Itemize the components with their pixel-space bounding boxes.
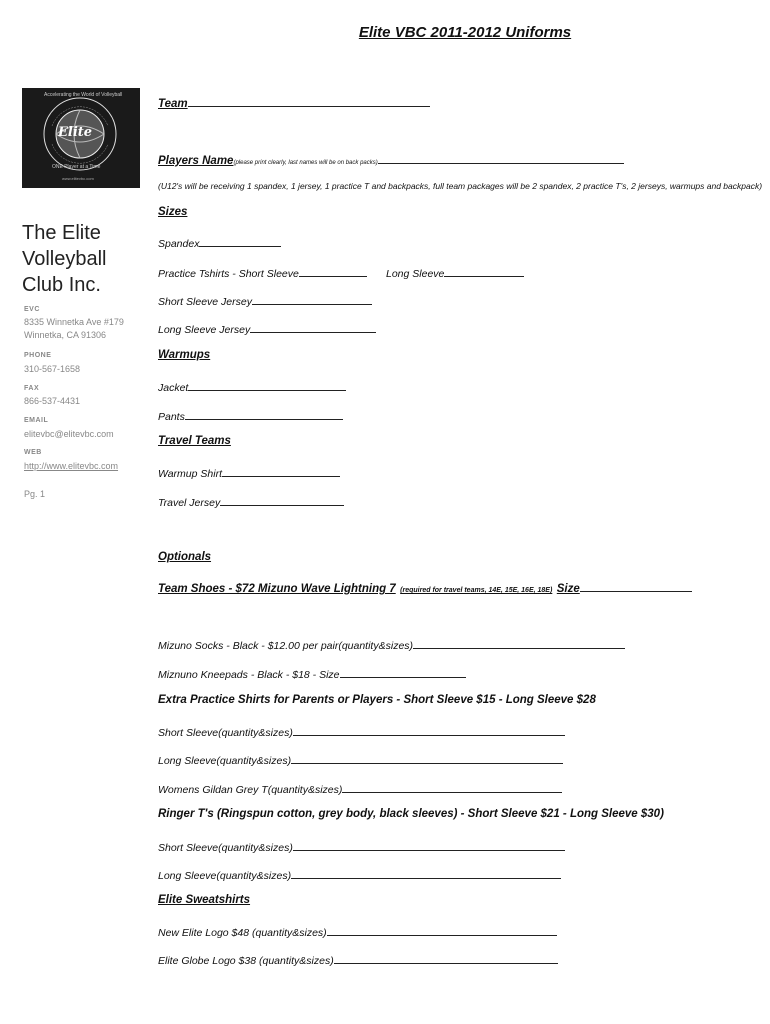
long-jersey-label: Long Sleeve Jersey (158, 324, 251, 336)
email-label: EMAIL (24, 417, 49, 424)
team-field[interactable] (188, 96, 430, 107)
mizuno-socks-field[interactable] (413, 638, 625, 649)
ringer-short-field[interactable] (293, 840, 565, 851)
address-line-1: 8335 Winnetka Ave #179 (24, 317, 124, 327)
practice-short-field[interactable] (299, 266, 367, 277)
globe-logo-row (158, 951, 558, 969)
players-name-label: Players Name (158, 155, 234, 167)
team-shoes-size-field[interactable] (580, 581, 692, 592)
spandex-row (158, 234, 281, 252)
ep-long-field[interactable] (291, 753, 563, 764)
logo-wordmark: Elite (58, 125, 93, 140)
jacket-row (158, 378, 346, 396)
ringer-long-field[interactable] (291, 868, 561, 879)
page-number: Pg. 1 (24, 489, 46, 499)
new-logo-row (158, 923, 557, 941)
travel-jersey-field[interactable] (220, 495, 344, 506)
pants-field[interactable] (185, 409, 343, 420)
address-line-2: Winnetka, CA 91306 (24, 330, 107, 340)
ringer-short-label: Short Sleeve(quantity&sizes) (158, 842, 293, 854)
warmup-shirt-field[interactable] (222, 466, 340, 477)
logo-arc-top: Accelerating the World of Volleyball (44, 92, 123, 98)
travel-jersey-label: Travel Jersey (158, 497, 221, 509)
players-name-row (158, 151, 624, 169)
jacket-field[interactable] (188, 380, 346, 391)
ep-short-label: Short Sleeve(quantity&sizes) (158, 727, 293, 739)
logo-arc-bottom: ONE Player at a Time (52, 164, 101, 170)
fax-number: 866-537-4431 (24, 396, 81, 406)
practice-long-row (386, 264, 524, 282)
phone-number: 310-567-1658 (24, 364, 81, 374)
ep-long-label: Long Sleeve(quantity&sizes) (158, 755, 292, 767)
team-shoes-note: (required for travel teams, 14E, 15E, 16E, 18E) (400, 587, 553, 594)
evc-label: EVC (24, 306, 40, 313)
pants-row (158, 407, 343, 425)
mizuno-socks-label: Mizuno Socks - Black - $12.00 per pair(quantity&sizes) (158, 640, 414, 652)
email-address: elitevbc@elitevbc.com (24, 429, 114, 439)
practice-short-label: Practice Tshirts - Short Sleeve (158, 268, 299, 280)
ep-short-row (158, 723, 565, 741)
travel-jersey-row (158, 493, 344, 511)
u12-note: (U12's will be receiving 1 spandex, 1 jersey, 1 practice T and backpacks, full team packages will be 2 spandex, 2 practice T's, 2 jerseys, warmups and backpack) (158, 181, 763, 191)
logo-url: www.elitevbc.com (62, 176, 94, 181)
team-shoes-row (158, 579, 692, 597)
warmup-shirt-label: Warmup Shirt (158, 468, 222, 480)
warmups-heading: Warmups (158, 349, 211, 361)
elite-logo (22, 88, 140, 188)
practice-shirts-row (158, 264, 367, 282)
team-shoes-label: Team Shoes - $72 Mizuno Wave Lightning 7 (158, 583, 396, 595)
long-jersey-field[interactable] (250, 322, 376, 333)
fax-label: FAX (24, 385, 40, 392)
ringer-long-row (158, 866, 561, 884)
page-title: Elite VBC 2011-2012 Uniforms (358, 24, 572, 41)
practice-long-label: Long Sleeve (386, 268, 445, 280)
short-jersey-field[interactable] (252, 294, 372, 305)
ep-womens-label: Womens Gildan Grey T(quantity&sizes) (158, 784, 343, 796)
long-jersey-row (158, 320, 376, 338)
ringer-long-label: Long Sleeve(quantity&sizes) (158, 870, 292, 882)
spandex-field[interactable] (199, 236, 281, 247)
short-jersey-label: Short Sleeve Jersey (158, 296, 252, 308)
players-name-note: (please print clearly, last names will be on back packs) (233, 160, 378, 166)
pants-label: Pants (158, 411, 185, 423)
kneepads-label: Miznuno Kneepads - Black - $18 - Size (158, 669, 340, 681)
jacket-label: Jacket (158, 382, 189, 394)
players-name-field[interactable] (378, 153, 624, 164)
extra-practice-heading: Extra Practice Shirts for Parents or Players - Short Sleeve $15 - Long Sleeve $28 (158, 694, 596, 706)
team-shoes-size-label: Size (556, 583, 580, 595)
practice-long-field[interactable] (444, 266, 524, 277)
spandex-label: Spandex (158, 238, 200, 250)
mizuno-socks-row (158, 636, 625, 654)
kneepads-row (158, 665, 466, 683)
sweatshirts-heading: Elite Sweatshirts (158, 894, 251, 906)
ringer-heading: Ringer T's (Ringspun cotton, grey body, black sleeves) - Short Sleeve $21 - Long Sleeve $30) (158, 808, 664, 820)
new-logo-field[interactable] (327, 925, 557, 936)
web-label: WEB (24, 449, 42, 456)
ep-short-field[interactable] (293, 725, 565, 736)
ep-womens-field[interactable] (342, 782, 562, 793)
team-label: Team (158, 98, 188, 110)
org-name: The Elite Volleyball Club Inc. (22, 222, 107, 296)
website-link[interactable]: http://www.elitevbc.com (24, 461, 119, 471)
short-jersey-row (158, 292, 372, 310)
optionals-heading: Optionals (158, 551, 212, 563)
globe-logo-field[interactable] (334, 953, 558, 964)
team-row (158, 94, 430, 112)
ringer-short-row (158, 838, 565, 856)
ep-long-row (158, 751, 563, 769)
new-logo-label: New Elite Logo $48 (quantity&sizes) (158, 927, 327, 939)
kneepads-field[interactable] (340, 667, 466, 678)
ep-womens-row (158, 780, 562, 798)
warmup-shirt-row (158, 464, 340, 482)
sizes-heading: Sizes (158, 206, 188, 218)
phone-label: PHONE (24, 352, 52, 359)
travel-teams-heading: Travel Teams (158, 435, 231, 447)
globe-logo-label: Elite Globe Logo $38 (quantity&sizes) (158, 955, 334, 967)
